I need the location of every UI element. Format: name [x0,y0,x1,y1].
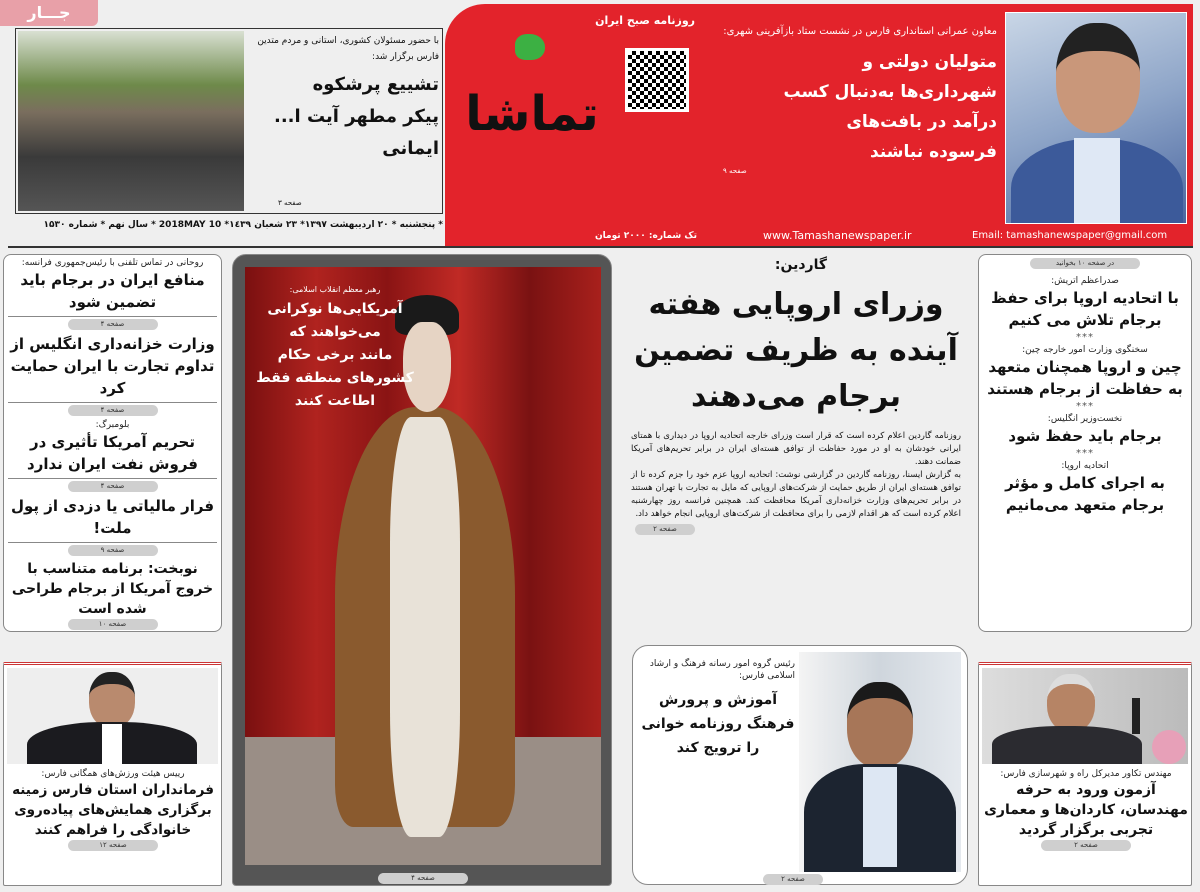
story-kicker: معاون عمرانی استانداری فارس در نشست ستاد بازآفرینی شهری: [723,26,997,37]
story-headline: تشییع پرشکوه پیکر مطهر آیت ا... ایمانی [274,74,439,159]
page-ref: صفحه ۴ [378,873,468,884]
email-link[interactable]: Email: tamashanewspaper@gmail.com [972,230,1168,241]
bottom-center-story[interactable]: رئیس گروه امور رسانه فرهنگ و ارشاد اسلامی فارس: آموزش و پرورش فرهنگ روزنامه خوانی را ترویج کند صفحه ۲ [632,645,968,885]
page-ref: صفحه ۹ [723,167,747,175]
price: تک شماره: ۲۰۰۰ تومان [595,231,697,241]
news-item[interactable]: فرار مالیاتی یا دزدی از پول ملت! صفحه ۹ [8,495,217,556]
iran-map-icon [515,34,545,60]
website-link[interactable]: www.Tamashanewspaper.ir [763,229,912,242]
news-item[interactable]: بلومبرگ: تحریم آمریکا تأثیری در فروش نفت ایران ندارد صفحه ۴ [8,419,217,492]
official-portrait [1005,12,1187,224]
news-item[interactable]: نخست‌وزیر انگلیس: برجام باید حفظ شود [1008,414,1162,445]
news-item[interactable]: نوبخت: برنامه متناسب با خروج آمریکا از برجام طراحی شده است صفحه ۱۰ [11,561,214,628]
official-portrait [982,668,1188,764]
lead-body: روزنامه گاردین اعلام کرده است که قرار است وزرای خارجه اتحادیه اروپا در دیداری با همتای ایرانی خودشان به او در مورد حفاظت از توافق هسته‌ای ایران در برابر تحریم‌های آمریکا ضمانت دهند. به گزارش ایسنا، روزنامه گاردین در گزارشی نوشت: اتحادیه اروپا عزم خود را جزم کرده تا از توافق هسته‌ای ایران از طریق حمایت از شرکت‌های اروپایی که مایل به تجارت با تهران هستند در برابر تحریم‌های وزارت خزانه‌داری آمریکا محافظت کند. همچنین فرانسه روز چهارشنبه اعلام کرده است که هر اقدام لازمی را برای محافظت از شرکت‌های اروپایی انجام خواهد داد. [631,431,961,519]
news-item[interactable]: روحانی در تماس تلفنی با رئیس‌جمهوری فرانسه: منافع ایران در برجام باید تضمین شود صفحه ۴ [8,257,217,330]
top-right-story [703,24,997,175]
divider [8,246,1193,248]
leader-photo-story [232,254,612,886]
bottom-right-story[interactable]: مهندس تکاور مدیرکل راه و شهرسازی فارس: آزمون ورود به حرفه مهندسان، کاردان‌ها و معماری تجربی برگزار گردید صفحه ۲ [978,662,1192,886]
lead-headline: وزرای اروپایی هفته آینده به ظریف تضمین برجام می‌دهند [634,287,958,414]
masthead [445,4,1193,247]
qr-code [625,48,689,112]
top-left-story [15,28,443,214]
right-news-column [978,254,1192,632]
read-more-tag: در صفحه ۱۰ بخوانید [1030,258,1140,269]
story-headline: متولیان دولتی و شهرداری‌ها به‌دنبال کسب درآمد در بافت‌های فرسوده نباشند [783,52,997,162]
separator: *** [1076,332,1094,343]
lead-story[interactable] [625,256,967,640]
bottom-left-story[interactable]: رییس هیئت ورزش‌های همگانی فارس: فرمانداران استان فارس زمینه برگزاری همایش‌های پیاده‌روی خانوادگی را فراهم کنند صفحه ۱۲ [3,662,222,886]
tagline: روزنامه صبح ایران [595,14,695,27]
news-item[interactable]: صدراعظم اتریش: با اتحادیه اروپا برای حفظ برجام تلاش می کنیم [991,276,1179,329]
page-ref: صفحه ۳ [278,199,302,207]
photo-kicker: رهبر معظم انقلاب اسلامی: [289,285,381,294]
news-item[interactable]: اتحادیه اروپا: به اجرای کامل و مؤثر برجام متعهد می‌مانیم [1005,461,1165,514]
dateline: * پنجشنبه * ۲۰ اردیبهشت ۱۳۹۷* ۲۳ شعبان ۱٤۳۹* 10 2018MAY * سال نهم * شماره ۱۵۳۰ [43,220,443,230]
lead-kicker: گاردین: [774,257,827,273]
separator: *** [1076,448,1094,459]
story-kicker: با حضور مسئولان کشوری، استانی و مردم متدین فارس برگزار شد: [257,36,439,62]
watermark: جـــار [0,0,98,26]
page-ref: صفحه ۲ [635,524,695,535]
left-news-column [3,254,222,632]
news-item[interactable]: وزارت خزانه‌داری انگلیس از تداوم تجارت با ایران حمایت کرد صفحه ۴ [8,333,217,416]
funeral-photo [18,31,244,211]
separator: *** [1076,401,1094,412]
photo-headline: آمریکایی‌ها نوکرانی می‌خواهند که مانند برخی حکام کشورهای منطقه فقط اطاعت کنند [256,301,414,409]
logo: تماشا [465,86,599,142]
official-portrait [799,652,961,872]
page-ref: صفحه ۲ [763,874,823,885]
news-item[interactable]: سخنگوی وزارت امور خارجه چین: چین و اروپا همچنان متعهد به حفاظت از برجام هستند [987,345,1183,398]
official-portrait [7,668,218,764]
